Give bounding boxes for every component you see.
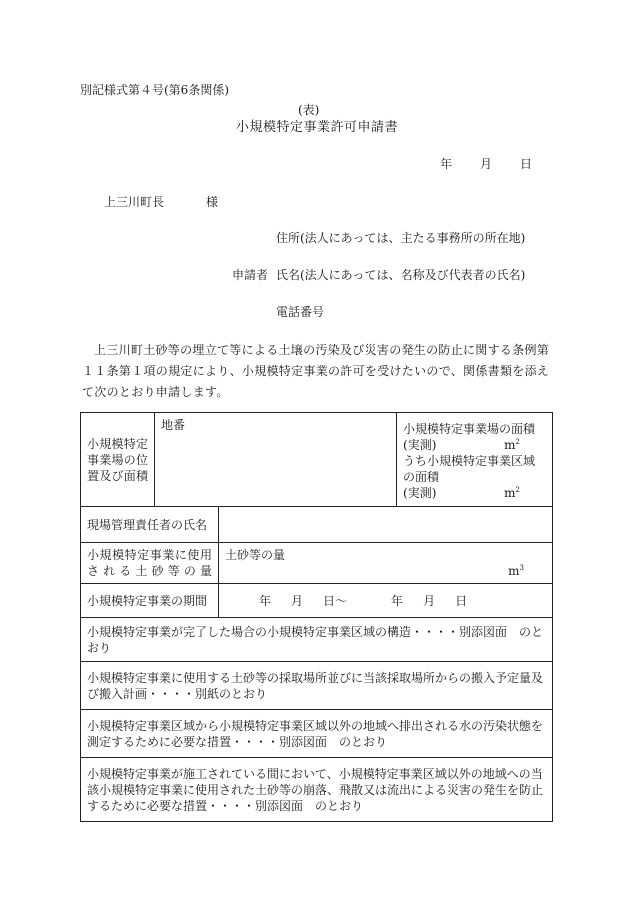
area1-unit: $m^2$ (504, 438, 521, 452)
item-2: 小規模特定事業に使用する土砂等の採取場所並びに当該採取場所からの搬入予定量及び搬入計画・・・・別紙のとおり (81, 662, 553, 710)
item-row-1 (81, 618, 553, 662)
date-day: 日 (520, 157, 533, 171)
soil-label: 小規模特定事業に使用される土砂等の量 (81, 543, 219, 584)
addressee-name: 上三川町長 (104, 195, 165, 209)
item-row-3 (81, 710, 553, 758)
application-table (80, 412, 553, 822)
item-row-4 (81, 758, 553, 822)
item-4: 小規模特定事業が施工されている間において、小規模特定事業区域以外の地域への当該小規模特定事業に使用された土砂等の崩落、飛散又は流出による災害の発生を防止するために必要な措置・・・・別添図面 のとおり (81, 758, 553, 822)
area1-measured: (実測) (403, 438, 437, 452)
date-line (440, 156, 532, 172)
date-year: 年 (440, 157, 453, 171)
area2-label: うち小規模特定事業区域の面積 (403, 454, 536, 484)
area2-unit: $m^2$ (504, 486, 521, 500)
item-3: 小規模特定事業区域から小規模特定事業区域以外の地域へ排出される水の汚染状態を測定するために必要な措置・・・・別添図面 のとおり (81, 710, 553, 758)
location-row (81, 413, 553, 507)
soil-row (81, 543, 553, 584)
soil-amount-label: 土砂等の量 (225, 548, 286, 562)
period-label: 小規模特定事業の期間 (81, 584, 219, 618)
period-value: 年 月 日～ 年 月 日 (219, 584, 553, 618)
location-label: 小規模特定事業場の位置及び面積 (81, 413, 155, 507)
lot-cell (155, 413, 397, 507)
manager-row (81, 507, 553, 543)
period-row (81, 584, 553, 618)
form-number: 別記様式第４号(第6条関係) (80, 83, 229, 97)
area1-label: 小規模特定事業場の面積 (403, 422, 536, 436)
area1-value (403, 437, 546, 453)
area2-value (403, 485, 546, 501)
applicant-name: 氏名(法人にあっては、名称及び代表者の氏名) (276, 268, 526, 282)
side-label: (表) (298, 103, 320, 117)
lot-label: 地番 (161, 418, 186, 432)
area-cell (397, 413, 553, 507)
applicant-phone: 電話番号 (276, 305, 325, 319)
soil-value (219, 543, 553, 584)
applicant-label: 申請者 (232, 268, 269, 282)
manager-label: 現場管理責任者の氏名 (81, 507, 219, 543)
date-month: 月 (480, 157, 493, 171)
soil-unit: $m^3$ (508, 564, 525, 578)
addressee-honorific: 様 (206, 195, 219, 209)
area2-measured: (実測) (403, 486, 437, 500)
intro-paragraph: 上三川町土砂等の埋立て等による土壌の汚染及び災害の発生の防止に関する条例第１１条第１項の規定により、小規模特定事業の許可を受けたいので、関係書類を添えて次のとおり申請します。 (82, 343, 550, 399)
applicant-address: 住所(法人にあっては、主たる事務所の所在地) (276, 231, 526, 245)
item-1: 小規模特定事業が完了した場合の小規模特定事業区域の構造・・・・別添図面 のとおり (81, 618, 553, 662)
manager-value (219, 507, 553, 543)
document-title: 小規模特定事業許可申請書 (236, 120, 399, 135)
item-row-2 (81, 662, 553, 710)
